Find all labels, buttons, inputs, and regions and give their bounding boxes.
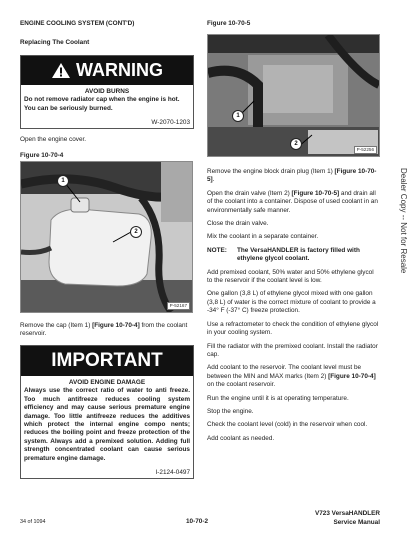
step-add-reservoir [207, 364, 380, 389]
step-run-engine: Run the engine until it is at operating temperature. [207, 394, 349, 402]
figure-5-label: Figure 10-70-5 [207, 20, 251, 27]
step-check-level: Check the coolant level (cold) in the reservoir when cool. [207, 421, 368, 429]
callout-1: 1 [57, 175, 69, 187]
figure-4-label: Figure 10-70-4 [20, 152, 64, 159]
callout-2: 2 [290, 138, 302, 150]
important-text: Always use the correct ratio of water to anti freeze. Too much antifreeze reduces cooling system efficiency and may cause serious premature engine damage. Too little antifreeze reduces the additives which protect the internal engine compo nents; reduces the boiling point and freeze protection of the system. Always add a premixed solution. Adding full strength concentrated coolant can cause serious premature engine damage. [24, 387, 190, 462]
figure-4-tag: P-52167 [167, 302, 190, 310]
warning-banner-label: WARNING [76, 60, 163, 80]
step-fill-radiator: Fill the radiator with the premixed coolant. Install the radiator cap. [207, 342, 378, 358]
step-stop-engine: Stop the engine. [207, 407, 254, 415]
right-body [207, 168, 380, 443]
step-2-pre: Open the drain valve (Item 2) [207, 189, 292, 197]
warning-banner [21, 56, 193, 85]
remove-cap-post: from the coolant reservoir. [20, 322, 188, 338]
important-heading: AVOID ENGINE DAMAGE [68, 379, 146, 386]
page-number: 10-70-2 [186, 518, 209, 525]
remove-cap-text [20, 322, 192, 339]
figure-4-photo [20, 161, 193, 313]
step-2-post: and drain all of the coolant into a container. Dispose of used coolant in an environmentally safe manner. [207, 189, 378, 214]
step-add-as-needed: Add coolant as needed. [207, 434, 275, 442]
step-9-post: on the coolant reservoir. [207, 381, 276, 389]
warning-box [20, 55, 194, 129]
important-box [20, 345, 194, 479]
footer-manual: Service Manual [333, 519, 380, 526]
refractometer-info: Use a refractometer to check the condition of ethylene glycol in your cooling system. [207, 320, 379, 337]
step-1-post: . [212, 176, 215, 184]
warning-text: Do not remove radiator cap when the engine is hot. You can be seriously burned. [24, 96, 180, 112]
step-add-premixed: Add premixed coolant, 50% water and 50% ethylene glycol to the reservoir if the coolant level is low. [207, 268, 374, 285]
step-mix-coolant: Mix the coolant in a separate container. [207, 233, 319, 241]
side-watermark: Dealer Copy -- Not for Resale [399, 168, 408, 274]
mixture-info: One gallon (3,8 L) of ethylene glycol mixed with one gallon (3,8 L) of water is the correct mixture of coolant to provide a -34° F (-37° C) freeze protection. [207, 290, 376, 315]
step-2-ref: [Figure 10-70-5] [291, 189, 340, 197]
step-close-valve: Close the drain valve. [207, 220, 269, 228]
step-1-ref: [Figure 10-70-5] [207, 168, 377, 184]
coolant-reservoir-photo [21, 162, 192, 312]
important-banner: IMPORTANT [21, 346, 193, 376]
section-title: ENGINE COOLING SYSTEM (CONT'D) [20, 20, 135, 27]
open-cover-text: Open the engine cover. [20, 136, 87, 143]
step-9-ref: [Figure 10-70-4] [328, 372, 376, 380]
note [207, 247, 380, 264]
page-of-count: 34 of 1094 [20, 519, 46, 525]
warning-code: W-2070-1203 [151, 118, 190, 126]
figure-5-photo [207, 34, 380, 157]
step-open-valve [207, 190, 380, 215]
figure-5-tag: P-52256 [354, 146, 377, 154]
callout-1: 1 [232, 110, 244, 122]
subsection-title: Replacing The Coolant [20, 39, 90, 46]
remove-cap-pre: Remove the cap (Item 1) [20, 322, 93, 329]
note-text: The VersaHANDLER is factory filled with ethylene glycol coolant. [237, 246, 360, 263]
callout-2: 2 [130, 226, 142, 238]
step-9-pre: Add coolant to the reservoir. The coolant level must be between the MIN and MAX marks (Item 2) [207, 364, 362, 380]
note-label: NOTE: [207, 246, 227, 254]
step-remove-plug [207, 168, 380, 185]
footer-model: V723 VersaHANDLER [314, 510, 380, 517]
warning-heading: AVOID BURNS [84, 88, 130, 95]
remove-cap-ref: [Figure 10-70-4] [92, 322, 140, 329]
step-1-pre: Remove the engine block drain plug (Item 1) [207, 168, 335, 175]
warning-triangle-icon [51, 62, 71, 79]
important-code: I-2124-0497 [155, 468, 190, 476]
